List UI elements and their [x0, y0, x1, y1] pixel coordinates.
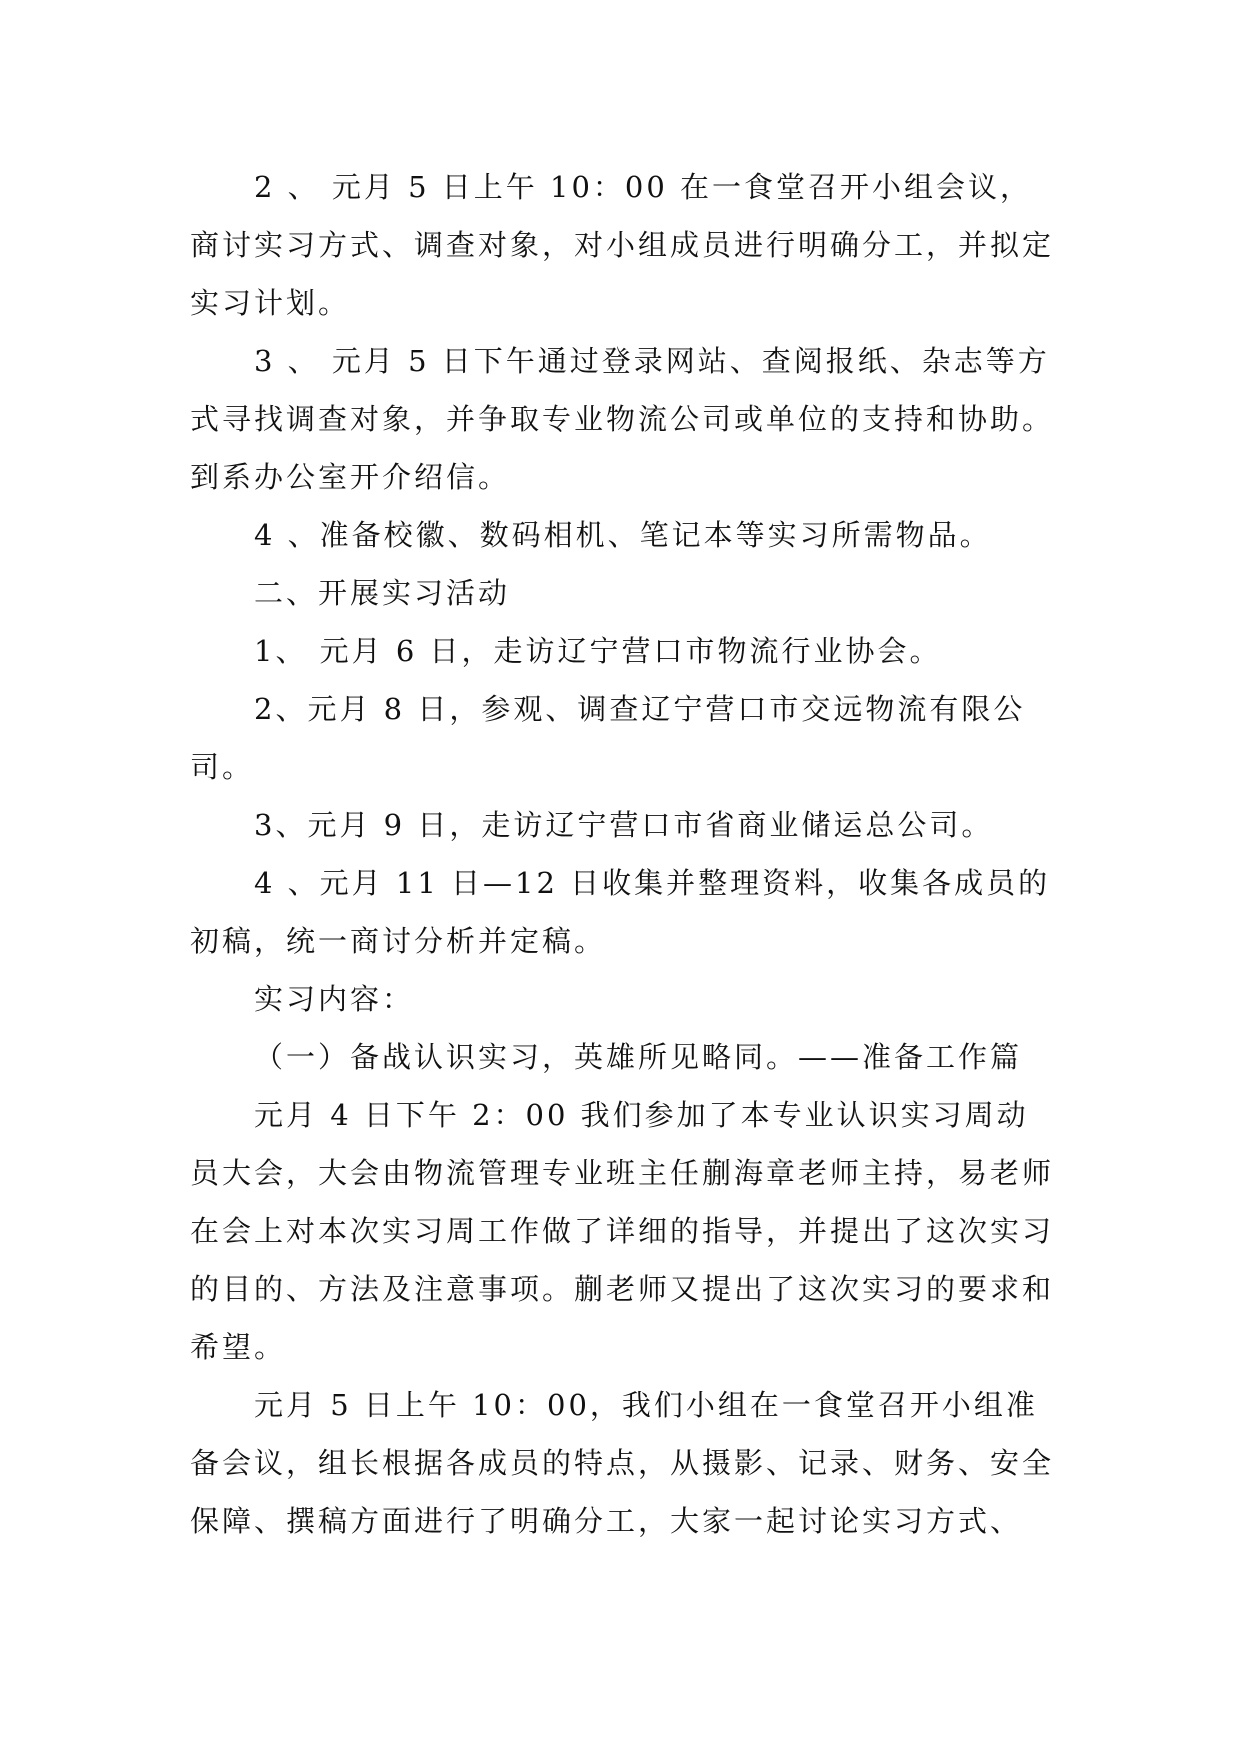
- paragraph-group-meeting: 元月 5 日上午 10：00，我们小组在一食堂召开小组准备会议，组长根据各成员的特点，从摄影、记录、财务、安全保障、撰稿方面进行了明确分工，大家一起讨论实习方式、: [190, 1388, 1055, 1538]
- paragraph-meeting: 2 、 元月 5 日上午 10：00 在一食堂召开小组会议，商讨实习方式、调查对象，对小组成员进行明确分工，并拟定实习计划。: [190, 170, 1055, 320]
- paragraph-prepare-items: 4 、准备校徽、数码相机、笔记本等实习所需物品。: [254, 518, 992, 552]
- paragraph-activity-4: 4 、元月 11 日—12 日收集并整理资料，收集各成员的初稿，统一商讨分析并定稿。: [190, 866, 1051, 958]
- paragraph-activity-1: 1、 元月 6 日，走访辽宁营口市物流行业协会。: [254, 634, 942, 668]
- paragraph-mobilization-meeting: 元月 4 日下午 2：00 我们参加了本专业认识实习周动员大会，大会由物流管理专业班主任蒯海章老师主持，易老师在会上对本次实习周工作做了详细的指导，并提出了这次实习的目的、方法及注意事项。蒯老师又提出了这次实习的要求和希望。: [190, 1098, 1055, 1364]
- paragraph-search-targets: 3 、 元月 5 日下午通过登录网站、查阅报纸、杂志等方式寻找调查对象，并争取专业物流公司或单位的支持和协助。到系办公室开介绍信。: [190, 344, 1055, 494]
- subsection-heading-preparation: （一）备战认识实习，英雄所见略同。——准备工作篇: [254, 1040, 1023, 1074]
- section-heading-content: 实习内容：: [254, 982, 415, 1016]
- paragraph-activity-3: 3、元月 9 日，走访辽宁营口市省商业储运总公司。: [254, 808, 994, 842]
- document-body: [190, 158, 1060, 1550]
- paragraph-activity-2: 2、元月 8 日，参观、调查辽宁营口市交远物流有限公司。: [190, 692, 1026, 784]
- section-heading-activities: 二、开展实习活动: [254, 576, 511, 610]
